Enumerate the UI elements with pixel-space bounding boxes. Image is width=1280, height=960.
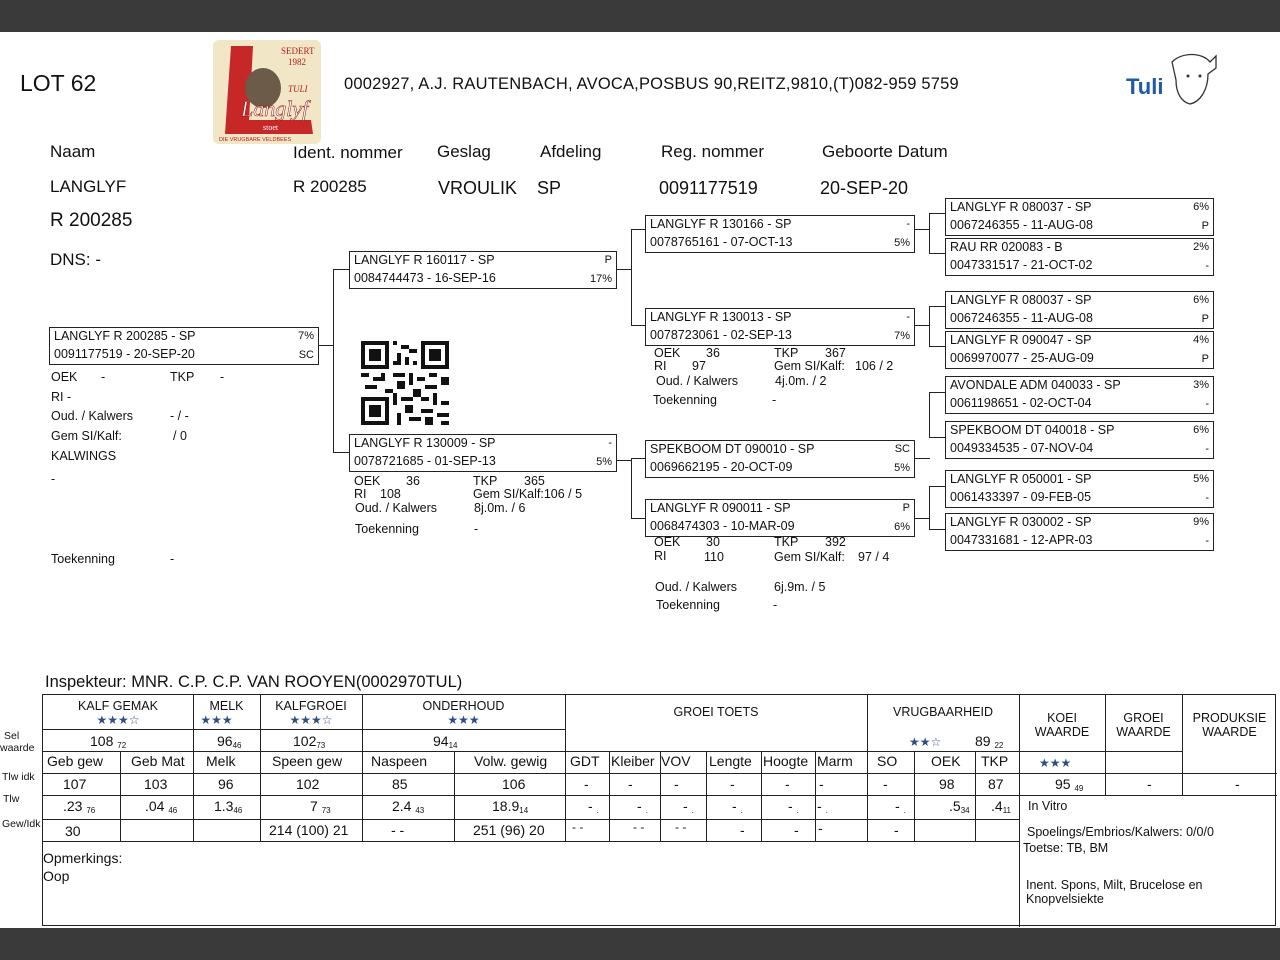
- col-marm: Marm: [817, 753, 853, 769]
- animal-tkp-value: -: [220, 370, 225, 384]
- sd-oek-label: OEK: [654, 346, 681, 360]
- sd-oud-value: 4j.0m. / 2: [775, 374, 827, 388]
- sd-toek-value: -: [772, 393, 777, 407]
- ggp-reg: 0049334535 - 07-NOV-04: [950, 441, 1094, 455]
- sd-oek-value: 36: [706, 346, 720, 360]
- onderhoud-header: ONDERHOUD ★★★: [422, 699, 505, 727]
- dam-toek-value: -: [474, 522, 479, 536]
- animal-toek-value: -: [170, 552, 175, 566]
- sel-onderhoud: $94_{14}$: [433, 733, 458, 750]
- tlw-idk-cell: 98: [939, 776, 955, 792]
- dam-sire-box: [645, 440, 915, 478]
- animal-oek-value: -: [101, 370, 106, 384]
- tlw-idk-koei: 95 $_{49}$: [1055, 776, 1084, 793]
- dam-pct: 5%: [596, 456, 612, 468]
- tlw-cell: .04 $_{46}$: [145, 798, 178, 815]
- ggp-pct: 6%: [1193, 294, 1209, 306]
- qr-code: [361, 341, 449, 425]
- col-so: SO: [877, 753, 898, 769]
- side-gew-idk: Gew/Idk: [2, 818, 41, 830]
- ggp-name: LANGLYF R 090047 - SP: [950, 333, 1092, 347]
- kalwings-label: KALWINGS: [51, 449, 117, 463]
- ggp-pct: 6%: [1193, 201, 1209, 213]
- side-tlw: Tlw: [3, 793, 20, 805]
- animal-naam: LANGLYF: [50, 177, 127, 196]
- ggp-reg: 0061433397 - 09-FEB-05: [950, 490, 1092, 504]
- col-naspeen: Naspeen: [371, 753, 428, 769]
- col-vov: VOV: [661, 753, 691, 769]
- col-geb-gew: Geb gew: [47, 753, 104, 769]
- geslag-header: Geslag: [437, 142, 491, 161]
- col-geb-mat: Geb Mat: [131, 753, 185, 769]
- animal-geslag: VROULIK: [438, 178, 518, 198]
- sire-dam-code: -: [906, 311, 910, 323]
- sel-vrug: 89 $_{22}$: [975, 733, 1004, 750]
- tlw-idk-cell: -: [584, 776, 589, 792]
- tlw-idk-cell: 85: [392, 776, 408, 792]
- dam-code: -: [608, 437, 612, 449]
- tlw-idk-cell: 103: [144, 776, 168, 792]
- sire-sire-name: LANGLYF R 130166 - SP: [650, 217, 792, 231]
- gew-cell: -: [894, 822, 899, 838]
- sire-reg: 0084744473 - 16-SEP-16: [354, 271, 496, 285]
- sd-ri-value: 97: [692, 359, 706, 373]
- tlw-cell: - $_.$: [788, 798, 799, 815]
- kalf-gemak-header: KALF GEMAK ★★★☆: [78, 699, 158, 727]
- animal-box-code: SC: [298, 349, 314, 361]
- col-melk: Melk: [206, 753, 236, 769]
- dam-ri-value: 108: [380, 487, 401, 501]
- ggp-name: LANGLYF R 080037 - SP: [950, 200, 1092, 214]
- melk-header: MELK ★★★: [200, 699, 244, 727]
- col-kleiber: Kleiber: [611, 753, 655, 769]
- animal-oud-label: Oud. / Kalwers: [51, 409, 133, 423]
- animal-geboorte: 20-SEP-20: [820, 178, 909, 198]
- sel-kalfgroei: $102_{73}$: [293, 733, 326, 750]
- dd-oek-label: OEK: [654, 535, 681, 549]
- tlw-cell: - $_.$: [817, 798, 828, 815]
- dam-dam-box: [645, 499, 915, 537]
- tlw-idk-cell: 107: [63, 776, 87, 792]
- col-volw-gewig: Volw. gewig: [474, 753, 548, 769]
- dd-gem-value: 97 / 4: [858, 550, 890, 564]
- produksie-waarde-header: PRODUKSIE WAARDE: [1192, 711, 1267, 739]
- dam-oek-label: OEK: [354, 474, 381, 488]
- dns-label: DNS: -: [50, 250, 101, 269]
- dam-sire-code: SC: [894, 443, 910, 455]
- dam-sire-name: SPEKBOOM DT 090010 - SP: [650, 442, 815, 456]
- in-vitro: In Vitro: [1028, 799, 1068, 813]
- ggp-reg: 0067246355 - 11-AUG-08: [950, 218, 1093, 232]
- afdeling-header: Afdeling: [540, 142, 602, 161]
- vrugbaarheid-header: VRUGBAARHEID: [892, 705, 994, 719]
- sire-sire-pct: 5%: [894, 237, 910, 249]
- ggp-name: SPEKBOOM DT 040018 - SP: [950, 423, 1115, 437]
- tlw-cell: - $_.$: [588, 798, 599, 815]
- sire-name: LANGLYF R 160117 - SP: [354, 253, 495, 267]
- ggp-box: [945, 198, 1214, 236]
- owner-info: 0002927, A.J. RAUTENBACH, AVOCA,POSBUS 90,REITZ,9810,(T)082-959 5759: [344, 75, 959, 93]
- animal-reg: 0091177519: [659, 178, 758, 198]
- animal-afdeling: SP: [537, 178, 562, 198]
- sd-oud-label: Oud. / Kalwers: [656, 374, 738, 388]
- col-hoogte: Hoogte: [763, 753, 809, 769]
- ggp-box: [945, 470, 1214, 508]
- dam-tkp-value: 365: [524, 474, 545, 488]
- tlw-idk-cell: 102: [296, 776, 320, 792]
- toetse: Toetse: TB, BM: [1023, 841, 1109, 855]
- dam-ri-label: RI: [354, 487, 367, 501]
- kalwings-value: -: [51, 472, 56, 486]
- dd-ri-label: RI: [654, 549, 667, 563]
- dam-oud-value: 8j.0m. / 6: [474, 501, 526, 515]
- top-bar: [0, 0, 1280, 32]
- tlw-cell: - $_.$: [637, 798, 648, 815]
- sire-dam-name: LANGLYF R 130013 - SP: [650, 310, 792, 324]
- koei-stars: ★★★: [1039, 756, 1072, 770]
- sire-dam-box: [645, 308, 915, 346]
- ggp-pct: 4%: [1193, 334, 1209, 346]
- dd-tkp-label: TKP: [774, 535, 799, 549]
- animal-box-reg: 0091177519 - 20-SEP-20: [54, 347, 195, 361]
- ggp-code: -: [1205, 492, 1209, 504]
- dam-toek-label: Toekenning: [355, 522, 419, 536]
- dam-gem: Gem SI/Kalf:106 / 5: [473, 487, 583, 501]
- gew-cell: -: [740, 822, 745, 838]
- ggp-name: RAU RR 020083 - B: [950, 240, 1063, 254]
- ggp-box: [945, 238, 1214, 276]
- spoelings: Spoelings/Embrios/Kalwers: 0/0/0: [1027, 825, 1214, 839]
- ggp-reg: 0047331681 - 12-APR-03: [950, 533, 1093, 547]
- tlw-cell: 2.4 $_{43}$: [392, 798, 425, 815]
- tlw-cell: $.5_{34}$: [949, 798, 970, 815]
- sire-box: [349, 251, 617, 289]
- gew-cell: -: [818, 820, 823, 836]
- kalfgroei-header: KALFGROEI ★★★☆: [275, 699, 347, 727]
- ggp-name: AVONDALE ADM 040033 - SP: [950, 378, 1121, 392]
- animal-tkp-label: TKP: [170, 370, 195, 384]
- svg-text:1982: 1982: [288, 57, 306, 67]
- side-sel: Sel: [4, 730, 20, 742]
- dam-sire-pct: 5%: [894, 462, 910, 474]
- animal-pedigree-box: [49, 327, 319, 365]
- dam-oek-value: 36: [406, 474, 420, 488]
- ident-header: Ident. nommer: [293, 143, 403, 162]
- ggp-pct: 6%: [1193, 424, 1209, 436]
- gew-cell: -: [794, 822, 799, 838]
- dam-dam-reg: 0068474303 - 10-MAR-09: [650, 519, 795, 533]
- tlw-cell: 7 $_{73}$: [310, 798, 331, 815]
- tlw-cell: .23 $_{76}$: [63, 798, 96, 815]
- tlw-cell: $.4_{11}$: [991, 798, 1011, 815]
- dd-tkp-value: 392: [825, 535, 846, 549]
- svg-text:stoet: stoet: [263, 123, 279, 132]
- col-speen-gew: Speen gew: [272, 753, 343, 769]
- ggp-pct: 2%: [1193, 241, 1209, 253]
- inspekteur: Inspekteur: MNR. C.P. C.P. VAN ROOYEN(0002970TUL): [45, 673, 463, 691]
- col-lengte: Lengte: [709, 753, 752, 769]
- groei-toets-header: GROEI TOETS: [673, 705, 759, 719]
- col-tkp: TKP: [981, 753, 1009, 769]
- svg-text:TULI: TULI: [288, 84, 308, 94]
- svg-text:Langlyf: Langlyf: [241, 96, 309, 121]
- gew-cell: 251 (96) 20: [473, 822, 545, 838]
- dd-toek-value: -: [773, 598, 778, 612]
- gew-cell: - -: [572, 820, 584, 834]
- sire-dam-reg: 0078723061 - 02-SEP-13: [650, 328, 792, 342]
- koei-waarde-header: KOEI WAARDE: [1034, 711, 1090, 739]
- ggp-box: [945, 331, 1214, 369]
- ggp-box: [945, 376, 1214, 414]
- ggp-name: LANGLYF R 080037 - SP: [950, 293, 1092, 307]
- langlyf-logo: [213, 40, 321, 144]
- sire-dam-pct: 7%: [894, 330, 910, 342]
- ggp-box: [945, 421, 1214, 459]
- side-tlw-idk: Tlw idk: [2, 771, 35, 783]
- animal-gem-value: / 0: [173, 429, 187, 443]
- animal-box-pct: 7%: [298, 330, 314, 342]
- dd-ri-value: 110: [704, 550, 724, 564]
- ggp-code: -: [1205, 443, 1209, 455]
- ggp-code: -: [1205, 260, 1209, 272]
- animal-gem-label: Gem SI/Kalf:: [51, 429, 122, 443]
- tlw-idk-prod: -: [1235, 776, 1240, 792]
- sd-tkp-value: 367: [825, 346, 846, 360]
- ggp-name: LANGLYF R 050001 - SP: [950, 472, 1092, 486]
- gew-cell: - -: [633, 820, 645, 834]
- sel-kalf-gemak: 108 $_{72}$: [90, 733, 127, 750]
- tuli-logo: [1112, 44, 1232, 114]
- animal-box-name: LANGLYF R 200285 - SP: [54, 329, 196, 343]
- groei-waarde-header: GROEI WAARDE: [1116, 711, 1171, 739]
- ggp-name: LANGLYF R 030002 - SP: [950, 515, 1092, 529]
- sel-melk: $96_{46}$: [217, 733, 242, 750]
- sd-toek-label: Toekenning: [653, 393, 717, 407]
- dd-gem-label: Gem SI/Kalf:: [774, 550, 845, 564]
- ggp-box: [945, 513, 1214, 551]
- svg-text:DIE VRUGBARE VELDBEES: DIE VRUGBARE VELDBEES: [219, 137, 292, 143]
- sire-code: P: [604, 254, 612, 266]
- gew-cell: - -: [391, 822, 405, 838]
- dam-name: LANGLYF R 130009 - SP: [354, 436, 496, 450]
- sd-gem-label: Gem SI/Kalf:: [774, 359, 845, 373]
- ggp-code: -: [1205, 535, 1209, 547]
- dam-tkp-label: TKP: [473, 474, 498, 488]
- tlw-cell: - $_.$: [895, 798, 906, 815]
- sire-pct: 17%: [589, 273, 612, 285]
- ggp-reg: 0047331517 - 21-OCT-02: [950, 258, 1093, 272]
- reg-header: Reg. nommer: [661, 142, 764, 161]
- tlw-idk-cell: -: [730, 776, 735, 792]
- tlw-idk-cell: -: [674, 776, 679, 792]
- dd-oud-label: Oud. / Kalwers: [655, 580, 737, 594]
- ggp-reg: 0069970077 - 25-AUG-09: [950, 351, 1094, 365]
- bottom-bar: [0, 928, 1280, 960]
- gew-cell: 214 (100) 21: [269, 822, 349, 838]
- dam-sire-reg: 0069662195 - 20-OCT-09: [650, 460, 793, 474]
- tlw-idk-cell: 96: [218, 776, 234, 792]
- ggp-code: P: [1201, 220, 1209, 232]
- tlw-cell: - $_.$: [732, 798, 743, 815]
- inent-line2: Knopvelsiekte: [1026, 892, 1104, 906]
- ggp-pct: 5%: [1193, 473, 1209, 485]
- tlw-cell: - $_.$: [683, 798, 694, 815]
- ggp-code: P: [1201, 353, 1209, 365]
- opmerkings-label: Opmerkings:: [43, 850, 123, 866]
- tlw-idk-groei: -: [1147, 776, 1152, 792]
- tlw-idk-cell: 106: [502, 776, 526, 792]
- tlw-idk-cell: -: [883, 776, 888, 792]
- ggp-reg: 0061198651 - 02-OCT-04: [950, 396, 1092, 410]
- col-gdt: GDT: [570, 753, 600, 769]
- sd-gem-value: 106 / 2: [855, 359, 894, 373]
- sd-tkp-label: TKP: [774, 346, 799, 360]
- animal-ri: RI -: [51, 390, 72, 404]
- naam-header: Naam: [50, 142, 96, 161]
- tlw-cell: $18.9_{14}$: [492, 798, 529, 815]
- tlw-idk-cell: -: [819, 776, 824, 792]
- side-waarde: waarde: [0, 742, 35, 754]
- col-oek: OEK: [931, 753, 961, 769]
- dam-dam-name: LANGLYF R 090011 - SP: [650, 501, 791, 515]
- tlw-idk-cell: -: [785, 776, 790, 792]
- dam-oud-label: Oud. / Kalwers: [355, 501, 437, 515]
- svg-text:Tuli: Tuli: [1126, 74, 1164, 99]
- tlw-idk-cell: -: [628, 776, 633, 792]
- sire-sire-code: -: [906, 218, 910, 230]
- geboorte-header: Geboorte Datum: [822, 142, 948, 161]
- ggp-code: -: [1205, 398, 1209, 410]
- inent-line1: Inent. Spons, Milt, Brucelose en: [1026, 878, 1203, 892]
- sd-ri-label: RI: [654, 359, 667, 373]
- ggp-box: [945, 291, 1214, 329]
- sire-sire-reg: 0078765161 - 07-OCT-13: [650, 235, 793, 249]
- animal-oek-label: OEK: [51, 370, 78, 384]
- ggp-pct: 3%: [1193, 379, 1209, 391]
- opmerkings-value: Oop: [43, 868, 70, 884]
- dam-dam-pct: 6%: [894, 521, 910, 533]
- dd-toek-label: Toekenning: [656, 598, 720, 612]
- ggp-reg: 0067246355 - 11-AUG-08: [950, 311, 1093, 325]
- animal-toek-label: Toekenning: [51, 552, 115, 566]
- dd-oek-value: 30: [706, 535, 720, 549]
- sel-vrug-stars: ★★☆: [909, 735, 942, 749]
- animal-name-id: R 200285: [50, 210, 133, 231]
- gew-cell: 30: [65, 823, 81, 839]
- ggp-pct: 9%: [1193, 516, 1209, 528]
- tlw-cell: $1.3_{46}$: [214, 798, 243, 815]
- animal-ident: R 200285: [293, 177, 367, 196]
- dam-box: [349, 434, 617, 472]
- dd-oud-value: 6j.9m. / 5: [774, 580, 826, 594]
- dam-reg: 0078721685 - 01-SEP-13: [354, 454, 496, 468]
- gew-cell: - -: [675, 820, 687, 834]
- lot-number: LOT 62: [20, 70, 97, 96]
- animal-oud-value: - / -: [170, 409, 189, 423]
- tlw-idk-cell: 87: [988, 776, 1004, 792]
- performance-table: [42, 694, 1276, 926]
- svg-text:SEDERT: SEDERT: [281, 46, 315, 56]
- sire-sire-box: [645, 215, 915, 253]
- dam-dam-code: P: [902, 502, 910, 514]
- ggp-code: P: [1201, 313, 1209, 325]
